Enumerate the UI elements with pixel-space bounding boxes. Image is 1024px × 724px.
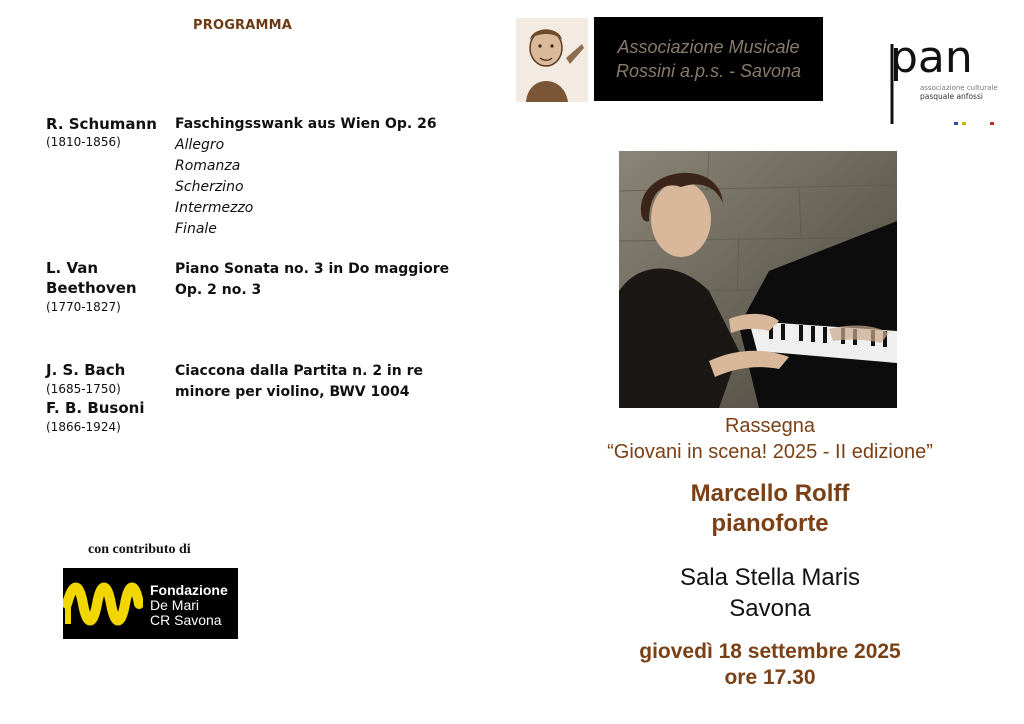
series-label: Rassegna <box>724 415 816 437</box>
pianist-photo <box>619 151 897 408</box>
sponsor-name-line: Fondazione <box>150 582 228 598</box>
movement: Scherzino <box>175 179 244 195</box>
work-title: minore per violino, BWV 1004 <box>175 384 410 400</box>
performer-name: Marcello Rolff <box>690 480 850 507</box>
pan-logo-text: pan <box>890 32 973 83</box>
composer-dates: (1770-1827) <box>46 300 121 314</box>
movement: Finale <box>175 221 217 237</box>
series-name: “Giovani in scena! 2025 - II edizione” <box>607 441 933 463</box>
work-title: Piano Sonata no. 3 in Do maggiore <box>175 261 450 277</box>
performer-instrument: pianoforte <box>711 510 829 537</box>
sponsor-name-line: CR Savona <box>150 612 222 628</box>
program-title: PROGRAMMA <box>193 18 293 33</box>
composer-schumann: R. Schumann <box>46 115 157 133</box>
movement: Romanza <box>175 158 241 174</box>
venue-name: Sala Stella Maris <box>679 564 861 591</box>
associazione-rossini-logo <box>594 17 823 101</box>
sponsor-label: con contributo di <box>88 542 191 557</box>
venue-city: Savona <box>729 595 811 622</box>
composer-dates: (1685-1750) <box>46 382 121 396</box>
composer-dates: (1866-1924) <box>46 420 121 434</box>
work-schumann <box>175 114 437 240</box>
pan-subtitle: associazione culturale <box>920 84 998 92</box>
composer-name-line: L. Van <box>46 259 99 277</box>
work-title: Op. 2 no. 3 <box>175 282 262 298</box>
movement: Allegro <box>175 137 225 153</box>
rossini-portrait-image <box>516 18 588 102</box>
assoc-name-line: Rossini a.p.s. - Savona <box>615 61 802 81</box>
work-title: Ciaccona dalla Partita n. 2 in re <box>175 363 423 379</box>
movement: Intermezzo <box>175 200 254 216</box>
fondazione-logo <box>63 568 238 639</box>
composer-beethoven <box>46 258 137 298</box>
pan-subtitle: pasquale anfossi <box>920 92 983 101</box>
event-time: ore 17.30 <box>724 666 816 689</box>
composer-name-line: Beethoven <box>46 279 137 297</box>
composer-busoni: F. B. Busoni <box>46 399 145 417</box>
assoc-name-line: Associazione Musicale <box>617 37 800 57</box>
event-date: giovedì 18 settembre 2025 <box>639 640 901 663</box>
pan-logo <box>888 30 1000 130</box>
composer-dates: (1810-1856) <box>46 135 121 149</box>
work-title: Faschingsswank aus Wien Op. 26 <box>175 116 437 132</box>
wave-icon <box>63 568 143 639</box>
work-beethoven <box>175 259 449 301</box>
sponsor-name-line: De Mari <box>150 597 200 613</box>
work-bach-busoni <box>175 361 423 403</box>
composer-bach: J. S. Bach <box>46 361 126 379</box>
